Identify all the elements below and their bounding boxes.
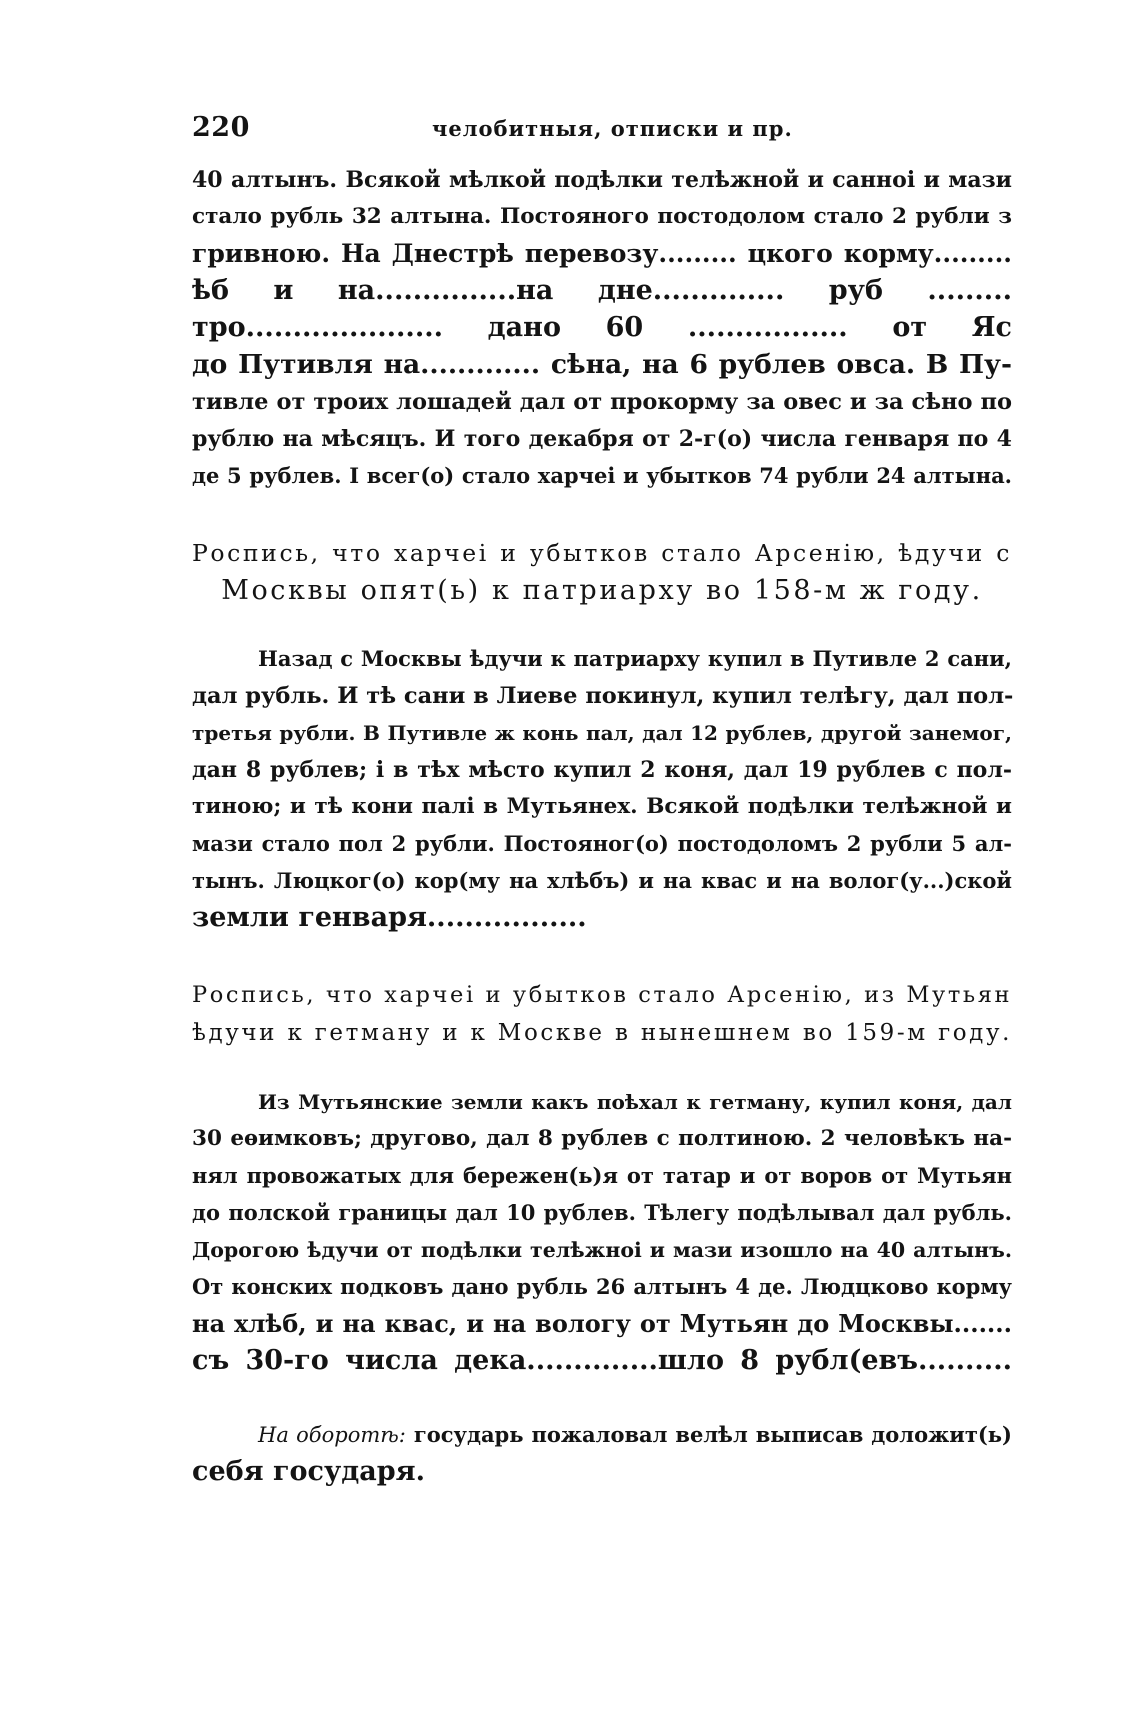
text-line: тиною; и тѣ кони палі в Мутьянех. Всякой подѣлки телѣжной и [192,794,1012,819]
text-line: нял провожатых для бережен(ь)я от татар и от воров от Мутьян [192,1163,1012,1188]
text-line: до Путивля на............. сѣна, на 6 рублев овса. В Пу- [192,349,1012,380]
text-line: тро..................... дано 60 ................. от Яс [192,312,1012,343]
note-line [258,1415,1012,1455]
heading-line: ѣдучи к гетману и к Москве в нынешнем во 159-м году. [192,1020,1012,1046]
heading-line: Москвы опят(ь) к патриарху во 158-м ж году. [221,575,983,606]
heading-line: Роспись, что харчеі и убытков стало Арсенію, ѣдучи с [192,539,1012,567]
text-line: Назад с Москвы ѣдучи к патриарху купил в Путивле 2 сани, [258,646,1012,671]
text-line: Дорогою ѣдучи от подѣлки телѣжноі и мази изошло на 40 алтынъ. [192,1238,1012,1262]
text-line: ѣб и на...............на дне.............. руб ......... [192,275,1012,306]
text-line: От конских подковъ дано рубль 26 алтынъ 4 де. Людцково корму [192,1274,1012,1299]
note-text: государь пожаловал велѣл выписав доложит(ь) [405,1422,1012,1447]
page-header [192,112,1010,146]
text-line: тынъ. Люцког(о) кор(му на хлѣбъ) и на квас и на волог(у...)ской [192,868,1012,893]
text-line: земли генваря................. [192,902,587,933]
heading-line: Роспись, что харчеі и убытков стало Арсенію, из Мутьян [192,982,1013,1008]
text-line: рублю на мѣсяцъ. И того декабря от 2-г(о) числа генваря по 4 [192,426,1012,452]
text-line: третья рубли. В Путивле ж конь пал, дал 12 рублев, другой занемог, [192,721,1012,745]
text-line: дан 8 рублев; і в тѣх мѣсто купил 2 коня, дал 19 рублев с пол- [192,757,1012,783]
note-label: На оборотѣ: [258,1423,406,1447]
text-line: до полской границы дал 10 рублев. Тѣлегу подѣлывал дал рубль. [192,1200,1012,1225]
text-line: мази стало пол 2 рубли. Постояног(о) постодоломъ 2 рубли 5 ал- [192,831,1012,856]
text-line: 30 еѳимковъ; другово, дал 8 рублев с полтиною. 2 человѣкъ на- [192,1126,1012,1151]
note-line: себя государя. [192,1456,425,1487]
text-line: тивле от троих лошадей дал от прокорму за овес и за сѣно по [192,389,1012,415]
text-line: дал рубль. И тѣ сани в Лиеве покинул, купил телѣгу, дал пол- [192,683,1014,709]
text-line: 40 алтынъ. Всякой мѣлкой подѣлки телѣжной и санноі и мази [192,167,1012,193]
text-line: Из Мутьянские земли какъ поѣхал к гетману, купил коня, дал [258,1090,1012,1114]
text-line: де 5 рублев. І всег(о) стало харчеі и убытков 74 рубли 24 алтына. [192,463,1012,488]
page-number: 220 [192,112,250,143]
text-line: гривною. На Днестрѣ перевозу......... цкого корму......... [192,239,1012,268]
running-title: челобитныя, отписки и пр. [432,116,793,141]
text-line: стало рубль 32 алтына. Постояного постодолом стало 2 рубли з [192,204,1012,229]
text-line: съ 30-го числа дека..............шло 8 рубл(евъ.......... [192,1345,1012,1376]
text-line: на хлѣб, и на квас, и на вологу от Мутьян до Москвы....... [192,1309,1012,1338]
